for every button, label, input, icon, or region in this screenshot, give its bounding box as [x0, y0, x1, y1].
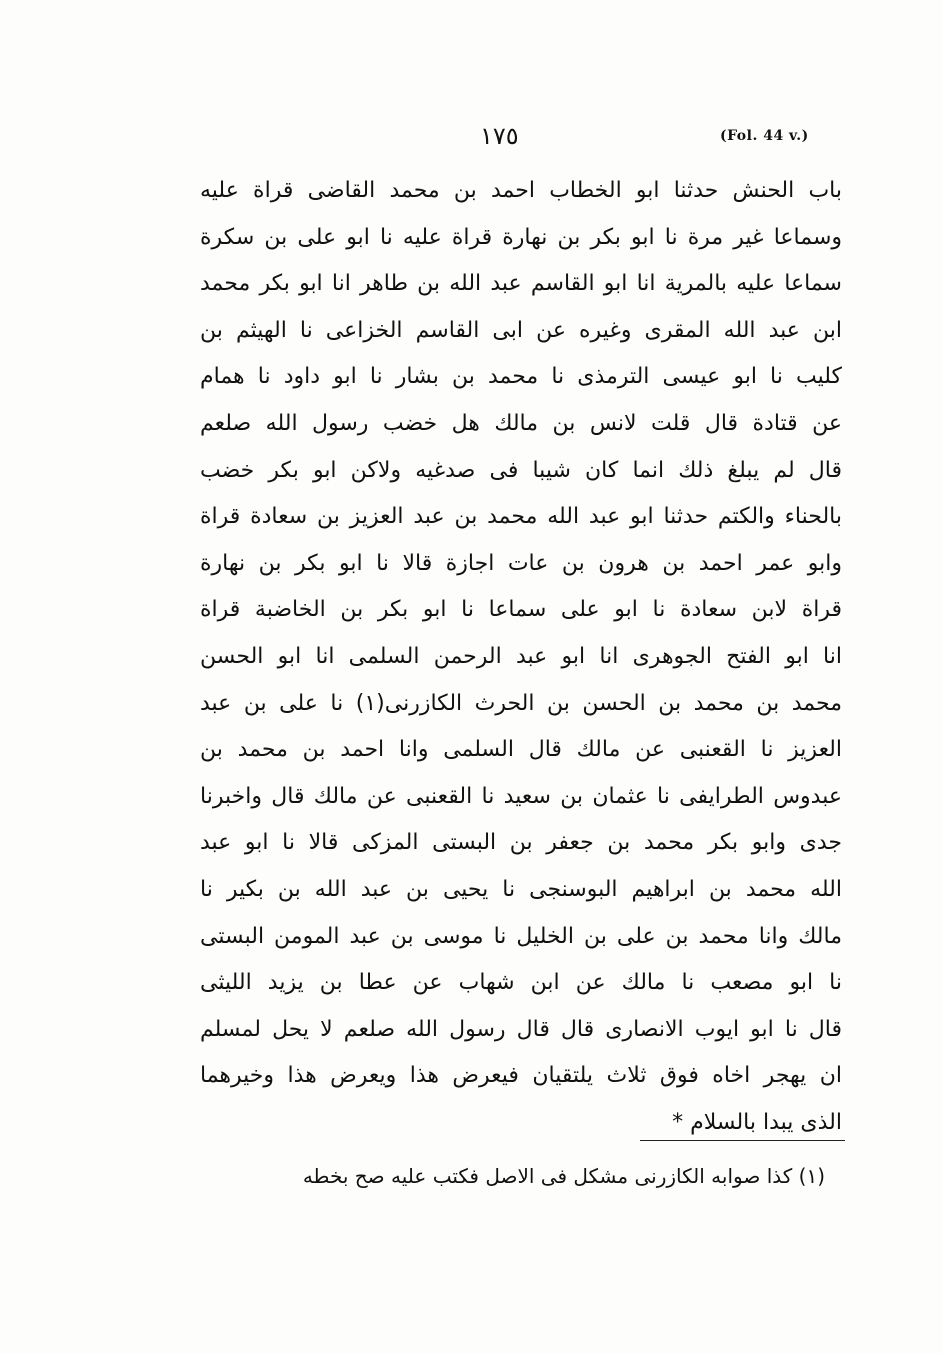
text-line: محمد بن محمد بن الحسن بن الحرث الكازرنى(١) نا على بن عبد — [200, 690, 842, 716]
text-line: باب الحنش حدثنا ابو الخطاب احمد بن محمد القاضى قراة عليه — [200, 178, 842, 203]
text-line: وسماعا غير مرة نا ابو بكر بن نهارة قراة عليه نا ابو على بن سكرة — [200, 224, 842, 250]
text-line: جدى وابو بكر محمد بن جعفر بن البستى المزكى قالا نا ابو عبد — [200, 830, 842, 856]
main-text-block — [200, 168, 842, 1146]
text-line: العزيز نا القعنبى عن مالك قال السلمى وانا احمد بن محمد بن — [200, 737, 842, 763]
footnote-divider — [640, 1140, 845, 1141]
folio-reference: (Fol. 44 v.) — [720, 128, 809, 144]
text-line: كليب نا ابو عيسى الترمذى نا محمد بن بشار نا ابو داود نا همام — [200, 364, 842, 390]
text-line: سماعا عليه بالمرية انا ابو القاسم عبد الله بن طاهر انا ابو بكر محمد — [200, 271, 842, 297]
page-number: ١٧٥ — [480, 122, 519, 150]
page-header — [200, 122, 842, 158]
text-line: قراة لابن سعادة نا ابو على سماعا نا ابو بكر بن الخاضبة قراة — [200, 597, 842, 623]
text-line: ابن عبد الله المقرى وغيره عن ابى القاسم الخزاعى نا الهيثم بن — [200, 317, 842, 343]
footnote: (١) كذا صوابه الكازرنى مشكل فى الاصل فكتب عليه صح بخطه — [302, 1164, 825, 1188]
text-line: بالحناء والكتم حدثنا ابو عبد الله محمد بن عبد العزيز بن سعادة قراة — [200, 504, 842, 530]
text-line: نا ابو مصعب نا مالك عن ابن شهاب عن عطا بن يزيد الليثى — [200, 970, 842, 996]
text-line: عبدوس الطرايفى نا عثمان بن سعيد نا القعنبى عن مالك قال واخبرنا — [200, 783, 842, 809]
text-line: الذى يبدا بالسلام * — [672, 1109, 842, 1135]
text-line: وابو عمر احمد بن هرون بن عات اجازة قالا نا ابو بكر بن نهارة — [200, 550, 842, 576]
text-line: قال نا ابو ايوب الانصارى قال قال رسول الله صلعم لا يحل لمسلم — [200, 1016, 842, 1042]
text-line: انا ابو الفتح الجوهرى انا ابو عبد الرحمن السلمى انا ابو الحسن — [200, 643, 842, 669]
text-line: مالك وانا محمد بن على بن الخليل نا موسى بن عبد المومن البستى — [200, 923, 842, 949]
text-line: قال لم يبلغ ذلك انما كان شيبا فى صدغيه ولاكن ابو بكر خضب — [200, 457, 842, 483]
text-line: عن قتادة قال قلت لانس بن مالك هل خضب رسول الله صلعم — [200, 410, 842, 436]
text-line: ان يهجر اخاه فوق ثلاث يلتقيان فيعرض هذا ويعرض هذا وخيرهما — [200, 1063, 842, 1089]
text-line: الله محمد بن ابراهيم البوسنجى نا يحيى بن عبد الله بن بكير نا — [200, 876, 842, 902]
